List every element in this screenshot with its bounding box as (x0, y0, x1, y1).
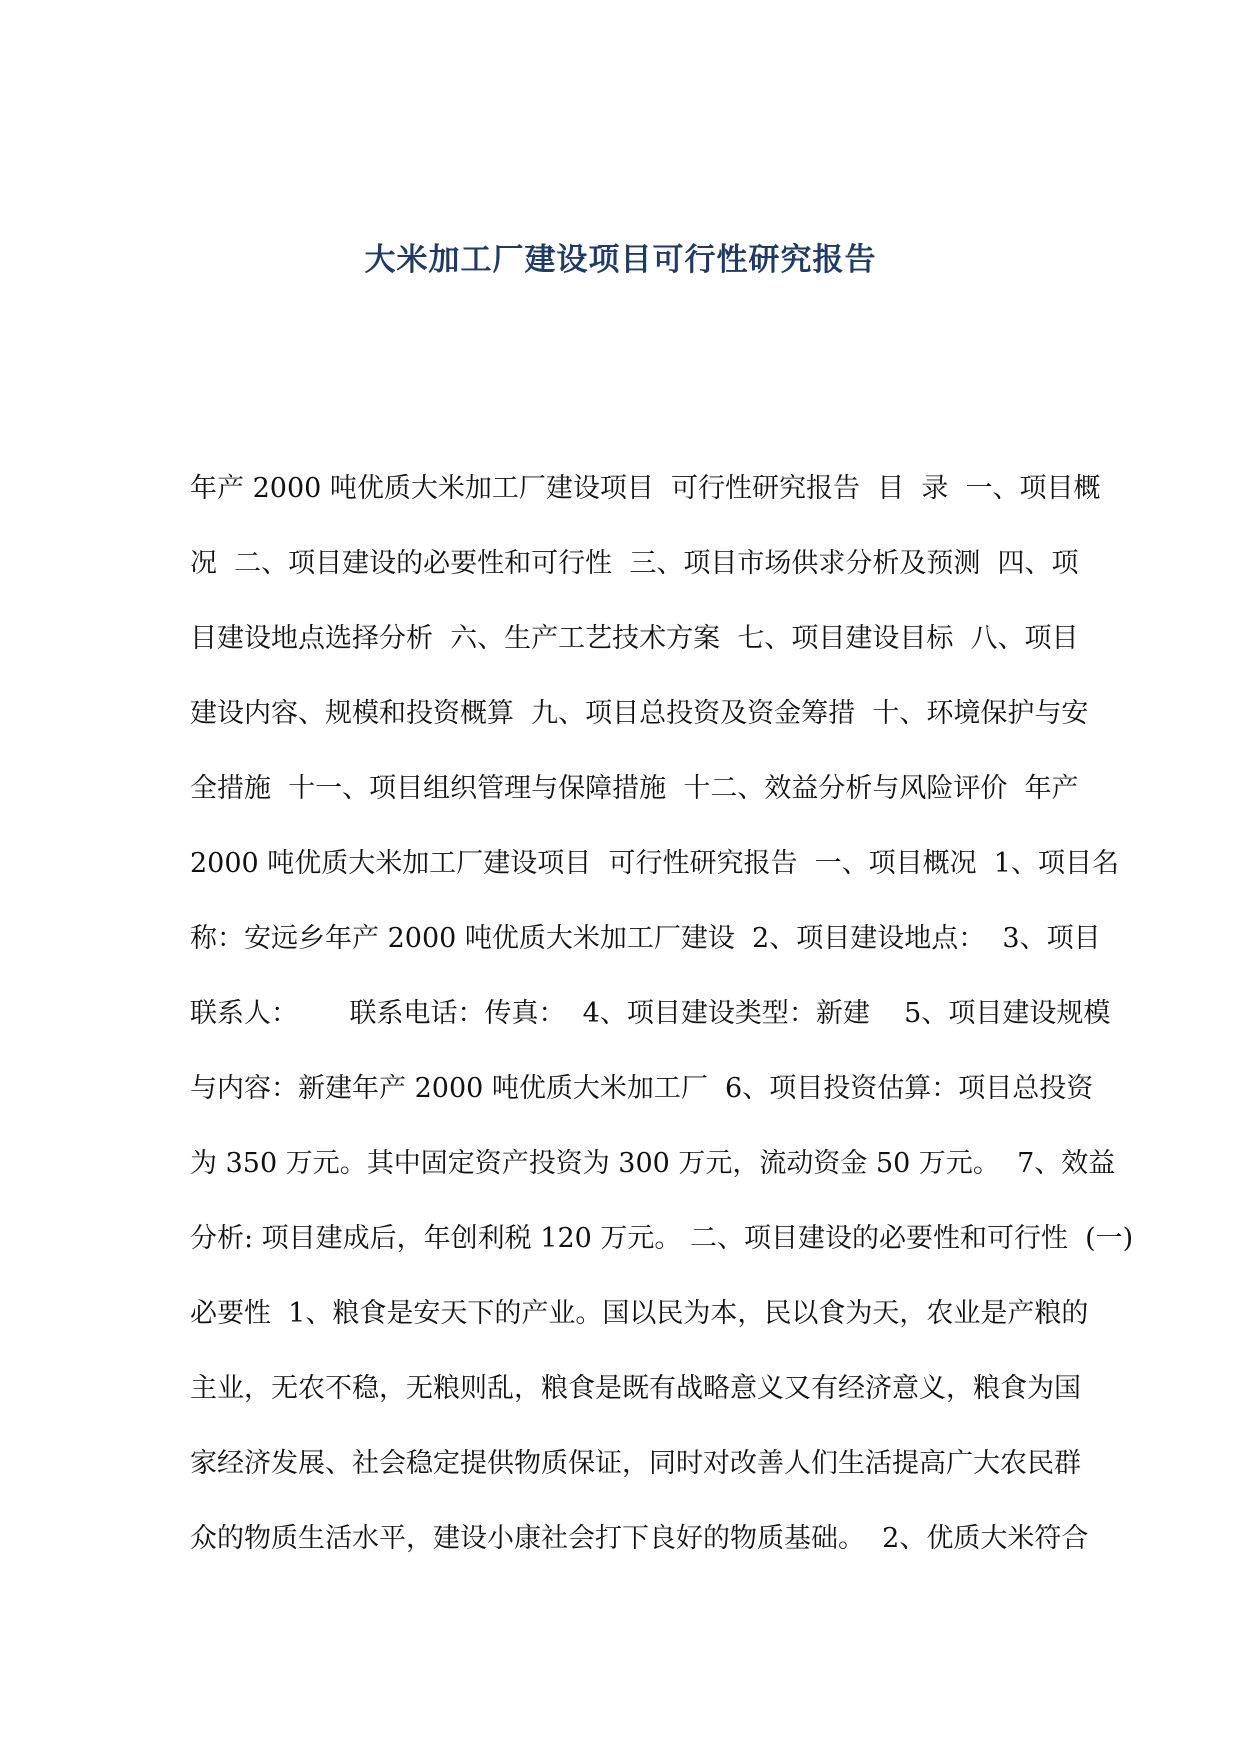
body-text-line: 年产 2000 吨优质大米加工厂建设项目 可行性研究报告 目 录 一、项目概 (190, 473, 1101, 504)
body-text-line: 与内容：新建年产 2000 吨优质大米加工厂 6、项目投资估算：项目总投资 (190, 1073, 1094, 1104)
body-text-line: 为 350 万元。其中固定资产投资为 300 万元，流动资金 50 万元。 7、效益 (190, 1148, 1116, 1179)
body-text-line: 家经济发展、社会稳定提供物质保证，同时对改善人们生活提高广大农民群 (190, 1448, 1081, 1479)
body-text-line: 全措施 十一、项目组织管理与保障措施 十二、效益分析与风险评价 年产 (190, 773, 1079, 804)
body-text-line: 分析: 项目建成后，年创利税 120 万元。 二、项目建设的必要性和可行性 (一) (190, 1223, 1134, 1254)
body-text-line: 必要性 1、粮食是安天下的产业。国以民为本，民以食为天，农业是产粮的 (190, 1298, 1089, 1329)
body-text-line: 主业，无农不稳，无粮则乱，粮食是既有战略意义又有经济意义，粮食为国 (190, 1373, 1081, 1404)
body-text-line: 称：安远乡年产 2000 吨优质大米加工厂建设 2、项目建设地点： 3、项目 (190, 923, 1101, 954)
body-text-line: 2000 吨优质大米加工厂建设项目 可行性研究报告 一、项目概况 1、项目名 (190, 848, 1119, 879)
body-text-line: 目建设地点选择分析 六、生产工艺技术方案 七、项目建设目标 八、项目 (190, 623, 1079, 654)
document-title: 大米加工厂建设项目可行性研究报告 (364, 242, 877, 278)
body-text-line: 众的物质生活水平，建设小康社会打下良好的物质基础。 2、优质大米符合 (190, 1523, 1089, 1554)
body-text-line: 联系人： 联系电话：传真： 4、项目建设类型：新建 5、项目建设规模 (190, 998, 1111, 1029)
body-text-line: 况 二、项目建设的必要性和可行性 三、项目市场供求分析及预测 四、项 (190, 548, 1079, 579)
body-text-line: 建设内容、规模和投资概算 九、项目总投资及资金筹措 十、环境保护与安 (190, 698, 1089, 729)
